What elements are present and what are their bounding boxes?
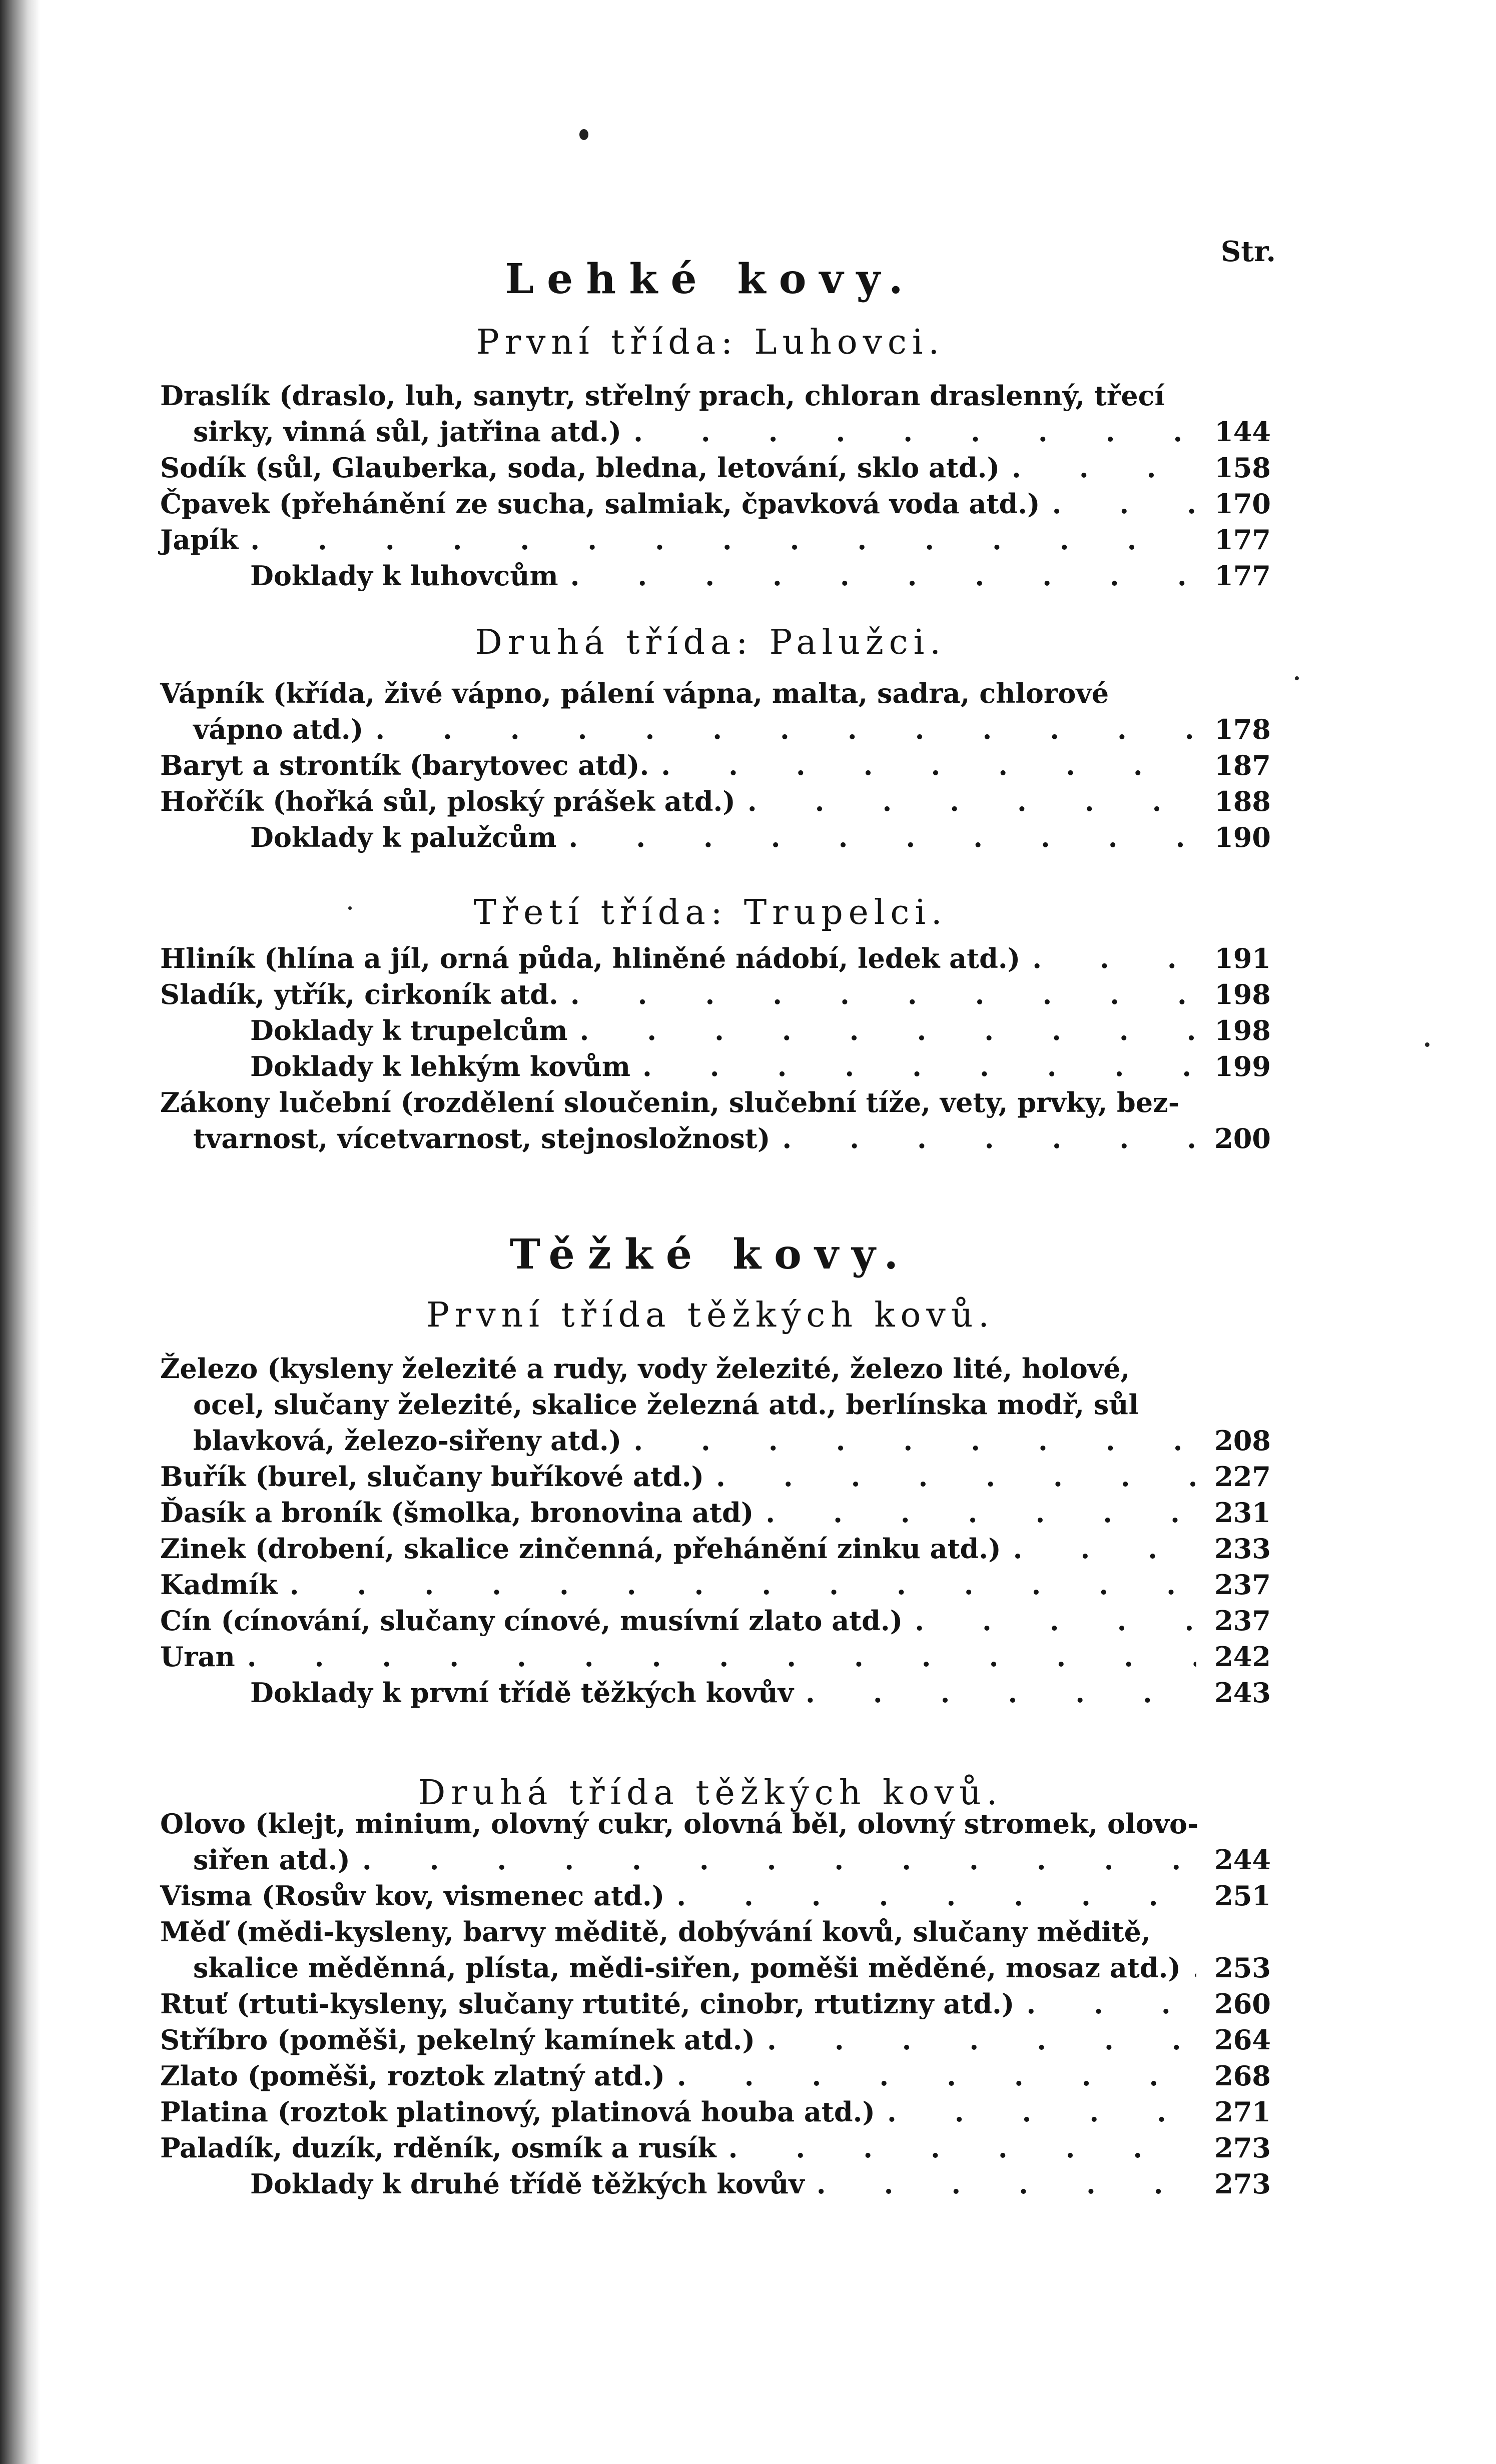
toc-entry [160,1639,1271,1675]
toc-entry [160,450,1271,486]
ink-speck [1295,676,1299,680]
toc-entry [160,1878,1271,1914]
page-number: 198 [1214,1014,1271,1046]
entry-text: Doklady k palužcům [250,821,557,853]
class-title: První třída: Luhovci. [476,323,945,362]
page-number: 231 [1214,1497,1271,1529]
entry-text: Cín (cínování, slučany cínové, musívní zlato atd.) [160,1605,903,1637]
page-number: 273 [1214,2168,1271,2200]
page-number: 237 [1214,1605,1271,1637]
toc-entry [160,2094,1271,2130]
dot-leader [716,1459,1196,1495]
page-number: 190 [1214,821,1271,853]
entry-text: blavková, železo-siřeny atd.) [193,1425,622,1457]
page-number: 264 [1214,2024,1271,2056]
dot-leader [817,2166,1197,2202]
page-number: 244 [1214,1844,1271,1876]
page-number: 178 [1214,713,1271,745]
toc-entry [160,1048,1271,1084]
entry-text: Doklady k lehkým kovům [250,1050,630,1082]
entry-text: Hliník (hlína a jíl, orná půda, hliněné nádobí, ledek atd.) [160,942,1021,974]
entry-text: Doklady k luhovcům [250,560,558,592]
page-number: 199 [1214,1050,1271,1082]
page-number: 208 [1214,1425,1271,1457]
dot-leader [362,1842,1196,1878]
page-column-label: Str. [1220,235,1276,268]
dot-leader [633,1423,1196,1459]
class-title: Třetí třída: Trupelci. [473,893,948,932]
page-number: 170 [1214,488,1271,520]
dot-leader [290,1567,1197,1603]
page-number: 187 [1214,749,1271,781]
toc-entry [160,976,1271,1012]
entry-text: Sodík (sůl, Glauberka, soda, bledna, letování, sklo atd.) [160,452,1000,484]
dot-leader [887,2094,1196,2130]
entry-text: Uran [160,1641,235,1673]
entry-text: Hořčík (hořká sůl, ploský prášek atd.) [160,785,735,817]
page-number: 158 [1214,452,1271,484]
entry-text: Doklady k trupelcům [250,1014,568,1046]
entry-text: Zákony lučební (rozdělení sloučenin, slučební tíže, vety, prvky, bez- [160,1086,1180,1118]
class-title: Druhá třída těžkých kovů. [418,1773,1003,1813]
entry-text: skalice měděnná, plísta, mědi-siřen, poměši měděné, mosaz atd.) [193,1952,1181,1984]
entry-text: Olovo (klejt, minium, olovný cukr, olovná běl, olovný stromek, olovo- [160,1808,1199,1840]
toc-entry [160,1986,1271,2022]
entry-text: vápno atd.) [193,713,364,745]
dot-leader [570,976,1196,1012]
entry-text: Železo (kysleny železité a rudy, vody železité, železo lité, holové, [160,1353,1130,1385]
toc-entry [160,2058,1271,2094]
toc-entry [160,1675,1271,1711]
dot-leader [1012,450,1196,486]
section-title: Lehké kovy. [505,255,916,303]
page-number: 271 [1214,2096,1271,2128]
toc-entry [160,2130,1271,2166]
entry-text: Zinek (drobení, skalice zinčenná, přehánění zinku atd.) [160,1533,1001,1565]
dot-leader [661,747,1196,783]
page-number: 177 [1214,560,1271,592]
page-number: 273 [1214,2132,1271,2164]
toc-entry [160,783,1271,819]
dot-leader [915,1603,1196,1639]
page-number: 242 [1214,1641,1271,1673]
class-title: Druhá třída: Palužci. [475,623,946,662]
dot-leader [247,1639,1196,1675]
page-number: 177 [1214,524,1271,556]
dot-leader [642,1048,1196,1084]
entry-text: tvarnost, vícetvarnost, stejnosložnost) [193,1122,771,1154]
page-number: 191 [1214,942,1271,974]
dot-leader [375,711,1196,747]
entry-text: Baryt a strontík (barytovec atd). [160,749,649,781]
dot-leader [782,1120,1196,1156]
dot-leader [568,819,1196,855]
dot-leader [579,1012,1196,1048]
toc-entry [160,1531,1271,1567]
dot-leader [250,522,1196,558]
page-number: 233 [1214,1533,1271,1565]
page-number: 251 [1214,1880,1271,1912]
toc-entry [160,1495,1271,1531]
dot-leader [1026,1986,1196,2022]
toc-entry [160,1806,1271,1878]
entry-text: Ďasík a broník (šmolka, bronovina atd) [160,1497,754,1529]
dot-leader [1052,486,1197,522]
page-binding-edge [0,0,40,2464]
page-number: 260 [1214,1988,1271,2020]
entry-text: Měď (mědi-kysleny, barvy měditě, dobývání kovů, slučany měditě, [160,1916,1151,1948]
dot-leader [676,1878,1196,1914]
dot-leader [1193,1950,1196,1986]
dot-leader [677,2058,1196,2094]
dot-leader [728,2130,1197,2166]
entry-text: Sladík, ytřík, cirkoník atd. [160,978,558,1010]
entry-text: Paladík, duzík, rděník, osmík a rusík [160,2132,716,2164]
entry-text: Draslík (draslo, luh, sanytr, střelný prach, chloran draslenný, třecí [160,380,1165,412]
entry-text: siřen atd.) [193,1844,350,1876]
toc-entry [160,747,1271,783]
dot-leader [1032,940,1196,976]
entry-text: Platina (roztok platinový, platinová houba atd.) [160,2096,875,2128]
page-number: 253 [1214,1952,1271,1984]
entry-text: ocel, slučany železité, skalice železná atd., berlínska modř, sůl [193,1389,1139,1421]
page-number: 237 [1214,1569,1271,1601]
section-title: Těžké kovy. [509,1230,912,1279]
toc-entry [160,675,1271,747]
dot-leader [633,414,1196,450]
page-number: 227 [1214,1461,1271,1493]
dot-leader [767,2022,1196,2058]
entry-text: Japík [160,524,239,556]
page-number: 200 [1214,1122,1271,1154]
entry-text: sirky, vinná sůl, jatřina atd.) [193,416,622,448]
toc-entry [160,2022,1271,2058]
entry-text: Zlato (poměši, roztok zlatný atd.) [160,2060,665,2092]
toc-entry [160,1567,1271,1603]
toc-entry [160,2166,1271,2202]
dot-leader [747,783,1196,819]
toc-entry [160,1084,1271,1156]
page-number: 243 [1214,1677,1271,1709]
toc-entry [160,1914,1271,1986]
entry-text: Čpavek (přehánění ze sucha, salmiak, čpavková voda atd.) [160,488,1040,520]
entry-text: Doklady k první třídě těžkých kovův [250,1677,794,1709]
entry-text: Stříbro (poměši, pekelný kamínek atd.) [160,2024,756,2056]
entry-text: Buřík (burel, slučany buříkové atd.) [160,1461,704,1493]
entry-text: Vápník (křída, živé vápno, pálení vápna, malta, sadra, chlorové [160,677,1109,709]
entry-text: Kadmík [160,1569,278,1601]
page-number: 188 [1214,785,1271,817]
toc-entry [160,1459,1271,1495]
toc-entry [160,1351,1271,1459]
dot-leader [1013,1531,1197,1567]
toc-page [145,0,1276,2464]
page-number: 198 [1214,978,1271,1010]
toc-entry [160,940,1271,976]
toc-entry [160,558,1271,594]
page-number: 144 [1214,416,1271,448]
entry-text: Rtuť (rtuti-kysleny, slučany rtutité, cinobr, rtutizny atd.) [160,1988,1015,2020]
toc-entry [160,378,1271,450]
dot-leader [806,1675,1196,1711]
toc-entry [160,522,1271,558]
entry-text: Doklady k druhé třídě těžkých kovův [250,2168,805,2200]
class-title: První třída těžkých kovů. [426,1296,995,1335]
page-number: 268 [1214,2060,1271,2092]
entry-text: Visma (Rosův kov, vismenec atd.) [160,1880,665,1912]
toc-entry [160,1012,1271,1048]
toc-entry [160,486,1271,522]
toc-entry [160,1603,1271,1639]
ink-speck [1425,1042,1429,1047]
dot-leader [570,558,1197,594]
toc-entry [160,819,1271,855]
dot-leader [766,1495,1196,1531]
